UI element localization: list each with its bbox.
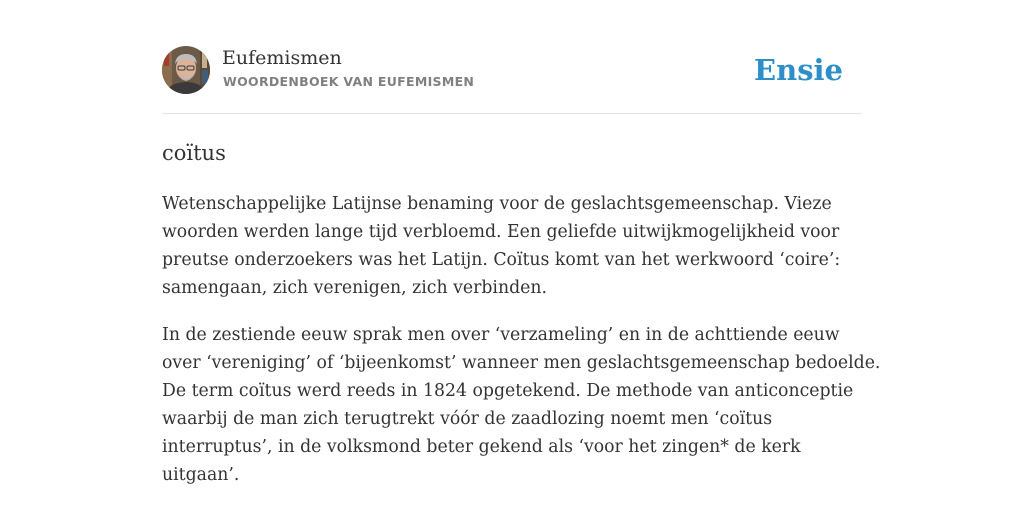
entry-term: coïtus xyxy=(162,141,226,165)
paragraph-line: waarbij de man zich terugtrekt vóór de zaadlozing noemt men ‘coïtus xyxy=(162,409,773,429)
dictionary-subtitle: WOORDENBOEK VAN EUFEMISMEN xyxy=(223,74,475,89)
dictionary-name[interactable]: Eufemismen xyxy=(222,47,342,69)
paragraph-line: Wetenschappelijke Latijnse benaming voor de geslachtsgemeenschap. Vieze xyxy=(162,194,832,214)
header xyxy=(162,46,862,96)
paragraph-line: interruptus’, in de volksmond beter gekend als ‘voor het zingen* de kerk xyxy=(162,437,801,457)
entry-body xyxy=(162,190,881,508)
author-avatar[interactable] xyxy=(162,46,210,94)
paragraph-line: over ‘vereniging’ of ‘bijeenkomst’ wanneer men geslachtsgemeenschap bedoelde. xyxy=(162,353,881,373)
entry-paragraph xyxy=(162,190,872,302)
entry-paragraph xyxy=(162,321,881,489)
paragraph-line: De term coïtus werd reeds in 1824 opgetekend. De methode van anticonceptie xyxy=(162,381,854,401)
paragraph-line: woorden werden lange tijd verbloemd. Een geliefde uitwijkmogelijkheid voor xyxy=(162,222,840,242)
avatar-portrait-image xyxy=(162,46,210,94)
paragraph-line: samengaan, zich verenigen, zich verbinden. xyxy=(162,278,547,298)
paragraph-line: In de zestiende eeuw sprak men over ‘verzameling’ en in de achttiende eeuw xyxy=(162,325,840,345)
paragraph-line: uitgaan’. xyxy=(162,465,240,485)
ensie-logo[interactable]: Ensie xyxy=(754,53,843,87)
header-divider xyxy=(162,113,862,114)
paragraph-line: preutse onderzoekers was het Latijn. Coïtus komt van het werkwoord ‘coire’: xyxy=(162,250,841,270)
